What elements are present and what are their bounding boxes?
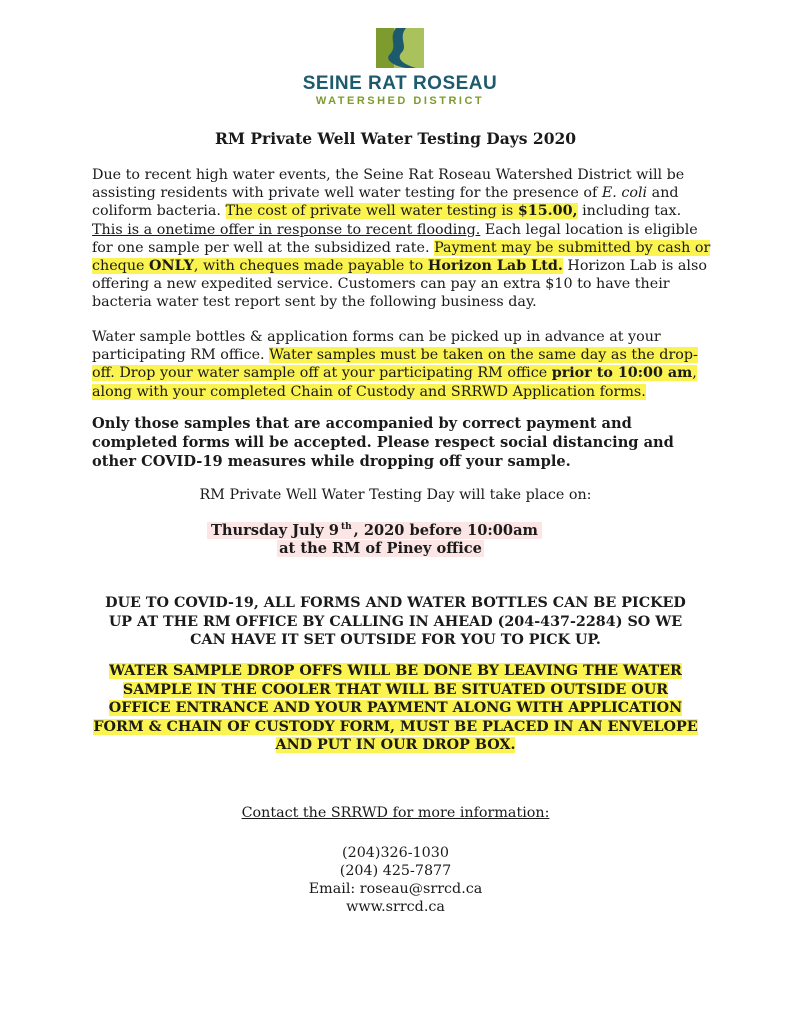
contact-email: Email: roseau@srrcd.ca [308,881,483,897]
covid-line: DUE TO COVID-19, ALL FORMS AND WATER BOTTLES CAN BE PICKED [105,595,686,611]
testing-date [0,522,791,558]
dropoff-line: FORM & CHAIN OF CUSTODY FORM, MUST BE PLACED IN AN ENVELOPE [93,718,698,735]
ecoli-text: E. coli [601,185,648,202]
covid-notice [0,594,791,650]
text: Water sample bottles & application forms can be picked up in advance at your participating RM office. [92,329,661,364]
text: Due to recent high water events, the Seine Rat Roseau Watershed District will be assisting residents with private well water testing for the presence of [92,167,685,202]
covid-line: CAN HAVE IT SET OUTSIDE FOR YOU TO PICK UP. [190,632,601,648]
dropoff-line: WATER SAMPLE DROP OFFS WILL BE DONE BY LEAVING THE WATER [109,663,682,679]
covid-line: UP AT THE RM OFFICE BY CALLING IN AHEAD (204-437-2284) SO WE [108,613,683,630]
contact-phone-2: (204) 425-7877 [339,863,452,879]
lab-name: Horizon Lab Ltd. [427,258,563,275]
contact-phone-1: (204)326-1030 [342,845,449,861]
onetime-offer-text: This is a onetime offer in response to recent flooding. [92,221,481,238]
cost-amount: $15.00, [517,203,578,220]
organization-logo [300,28,500,108]
highlight-dropoff: Water samples must be taken on the same day as the drop-off. Drop your water sample off at your participating RM office prior to 10:00 am, along with your completed Chain of Custody and SRRWD Application forms. [92,347,698,400]
page-title: RM Private Well Water Testing Days 2020 [214,129,577,148]
text: and coliform bacteria. [92,185,679,220]
highlight-cost: The cost of private well water testing is $15.00, [225,203,578,220]
org-name: SEINE RAT ROSEAU [302,73,498,94]
org-subtitle: WATERSHED DISTRICT [315,95,485,107]
watershed-logo-icon [376,28,424,68]
acceptance-paragraph: Only those samples that are accompanied by correct payment and completed forms will be accepted. Please respect social distancing and other COVID-19 measures while dropping off your sample. [92,415,674,470]
text: Each legal location is eligible for one sample per well at the subsidized rate. [92,221,698,256]
dropoff-notice [0,662,791,755]
text: including tax. [577,203,682,220]
dropoff-line: SAMPLE IN THE COOLER THAT WILL BE SITUATED OUTSIDE OUR [122,681,669,698]
date-line-1: Thursday July 9 $^{th}$ , 2020 before 10:00am [207,522,542,539]
dropoff-line: AND PUT IN OUR DROP BOX. [275,737,516,753]
pickup-paragraph [92,328,712,401]
text: Horizon Lab is also offering a new expedited service. Customers can pay an extra $10 to have their bacteria water test report sent by the following business day. [92,258,707,311]
contact-website: www.srrcd.ca [346,899,445,915]
take-place-text: RM Private Well Water Testing Day will take place on: [199,487,592,503]
intro-paragraph [92,166,712,312]
contact-heading: Contact the SRRWD for more information: [241,805,550,821]
date-line-2: at the RM of Piney office [279,540,482,557]
dropoff-line: OFFICE ENTRANCE AND YOUR PAYMENT ALONG WITH APPLICATION [108,700,683,716]
highlight-payment: Payment may be submitted by cash or cheque ONLY, with cheques made payable to Horizon Lab Ltd. [92,239,711,275]
deadline-text: prior to 10:00 am [551,365,693,382]
